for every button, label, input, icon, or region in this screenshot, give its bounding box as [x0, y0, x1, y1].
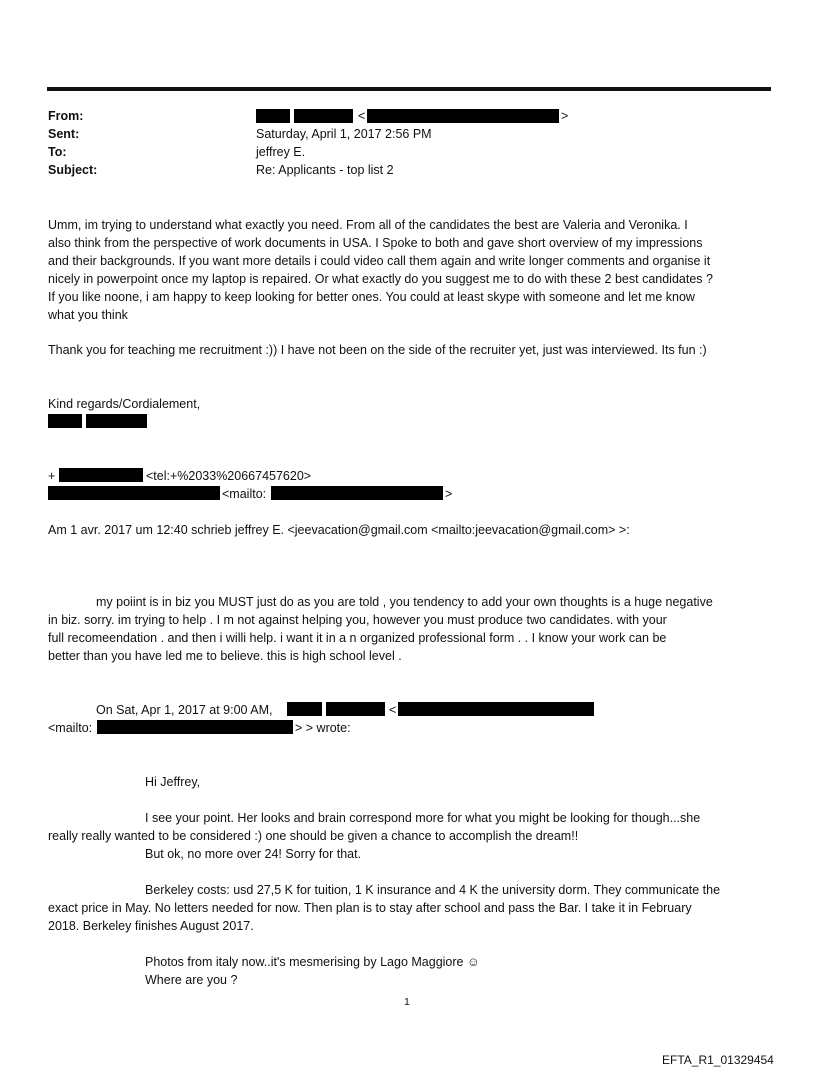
body-line: Photos from italy now..it's mesmerising by Lago Maggiore ☺: [145, 955, 480, 969]
body-line: Where are you ?: [145, 973, 238, 987]
from-email-open: <: [358, 109, 366, 123]
body-line: If you like noone, i am happy to keep looking for better ones. You could at least skype with someone and let me know: [48, 290, 695, 304]
mailto-link-2: <mailto:: [48, 721, 93, 735]
tel-link: <tel:+%2033%20667457620>: [146, 469, 312, 483]
redaction-block: [86, 414, 147, 428]
sent-value: Saturday, April 1, 2017 2:56 PM: [256, 127, 432, 141]
tel-plus: +: [48, 469, 56, 483]
sent-label: Sent:: [48, 127, 80, 141]
body-paragraph-1: [48, 216, 713, 324]
from-label: From:: [48, 109, 84, 123]
redaction-block: [398, 702, 594, 716]
redaction-block: [294, 109, 353, 123]
to-value: jeffrey E.: [256, 145, 306, 159]
mailto-link: <mailto:: [222, 487, 267, 501]
redaction-block: [271, 486, 443, 500]
quote-header-2: On Sat, Apr 1, 2017 at 9:00 AM,: [96, 703, 273, 717]
wrote-text: > > wrote:: [295, 721, 351, 735]
document-id: EFTA_R1_01329454: [662, 1053, 774, 1067]
quoted-line: better than you have led me to believe. this is high school level .: [48, 649, 402, 663]
body-line: also think from the perspective of work documents in USA. I Spoke to both and gave short overview of my impressions: [48, 236, 703, 250]
subject-value: Re: Applicants - top list 2: [256, 163, 394, 177]
quote-email-open: <: [389, 703, 397, 717]
mailto-close: >: [445, 487, 453, 501]
quoted-line: in biz. sorry. im trying to help . I m not against helping you, however you must produce two candidates. with your: [48, 613, 667, 627]
redaction-block: [48, 486, 220, 500]
body-line: I see your point. Her looks and brain correspond more for what you might be looking for though...she: [145, 811, 701, 825]
greeting: Hi Jeffrey,: [145, 775, 201, 789]
redaction-block: [287, 702, 322, 716]
quoted-line: full recomeendation . and then i willi help. i want it in a n organized professional form . . I know your work can be: [48, 631, 667, 645]
redaction-block: [97, 720, 293, 734]
body-paragraph-2: Thank you for teaching me recruitment :)) I have not been on the side of the recruiter yet, just was interviewed. Its fun :): [48, 343, 707, 357]
body-line: what you think: [48, 308, 128, 322]
redaction-block: [256, 109, 290, 123]
subject-label: Subject:: [48, 163, 98, 177]
page-number: 1: [404, 996, 410, 1008]
to-label: To:: [48, 145, 67, 159]
body-line: really really wanted to be considered :) one should be given a chance to accomplish the dream!!: [48, 829, 579, 843]
quote-header: Am 1 avr. 2017 um 12:40 schrieb jeffrey E. <jeevacation@gmail.com <mailto:jeevacation@gmail.com> >:: [48, 523, 630, 537]
redaction-block: [59, 468, 143, 482]
redaction-block: [48, 414, 82, 428]
body-line: But ok, no more over 24! Sorry for that.: [145, 847, 362, 861]
redaction-block: [367, 109, 559, 123]
body-line: and their backgrounds. If you want more details i could video call them again and write longer comments and organise it: [48, 254, 711, 268]
signature-regards: Kind regards/Cordialement,: [48, 397, 201, 411]
body-line: nicely in powerpoint once my laptop is repaired. Or what exactly do you suggest me to do with these 2 best candidates ?: [48, 272, 713, 286]
header-rule: [47, 87, 771, 91]
quoted-line: my poiint is in biz you MUST just do as you are told , you tendency to add your own thoughts is a huge negative: [96, 595, 713, 609]
redaction-block: [326, 702, 385, 716]
body-line: Umm, im trying to understand what exactly you need. From all of the candidates the best are Valeria and Veronika. I: [48, 218, 688, 232]
body-line: Berkeley costs: usd 27,5 K for tuition, 1 K insurance and 4 K the university dorm. They communicate the: [145, 883, 721, 897]
body-line: exact price in May. No letters needed for now. Then plan is to stay after school and pass the Bar. I take it in February: [48, 901, 692, 915]
from-email-close: >: [561, 109, 569, 123]
body-line: 2018. Berkeley finishes August 2017.: [48, 919, 254, 933]
